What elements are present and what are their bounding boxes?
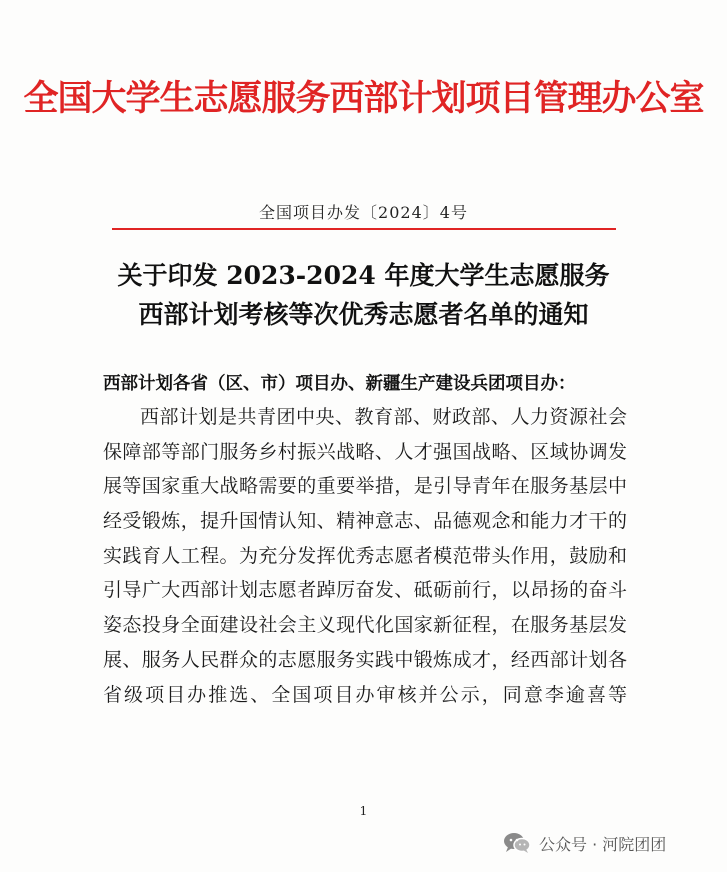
wechat-icon	[503, 832, 531, 854]
body-line: 展、服务人民群众的志愿服务实践中锻炼成才，经西部计划各	[103, 648, 627, 671]
body-line: 引导广大西部计划志愿者踔厉奋发、砥砺前行，以昂扬的奋斗	[103, 579, 627, 602]
body-line: 展等国家重大战略需要的重要举措，是引导青年在服务基层中	[103, 475, 627, 498]
notice-title-line-2: 西部计划考核等次优秀志愿者名单的通知	[138, 300, 589, 329]
red-divider-line	[112, 228, 616, 230]
body-line: 经受锻炼，提升国情认知、精神意志、品德观念和能力才干的	[103, 510, 627, 533]
body-paragraph	[103, 400, 627, 712]
body-line: 姿态投身全面建设社会主义现代化国家新征程，在服务基层发	[103, 614, 627, 637]
salutation: 西部计划各省（区、市）项目办、新疆生产建设兵团项目办：	[103, 374, 576, 394]
body-line: 实践育人工程。为充分发挥优秀志愿者模范带头作用，鼓励和	[103, 544, 627, 567]
notice-title	[0, 256, 727, 334]
page-number: 1	[359, 804, 368, 818]
notice-title-line-1: 关于印发 2023-2024 年度大学生志愿服务	[117, 261, 610, 290]
body-line: 西部计划是共青团中央、教育部、财政部、人力资源社会	[140, 406, 627, 428]
watermark	[503, 828, 666, 858]
body-line: 省级项目办推选、全国项目办审核并公示，同意李逾喜等	[103, 683, 627, 706]
issuer-title: 全国大学生志愿服务西部计划项目管理办公室	[23, 78, 704, 119]
body-line: 保障部等部门服务乡村振兴战略、人才强国战略、区域协调发	[103, 440, 627, 463]
document-number: 全国项目办发〔2024〕4号	[259, 203, 468, 222]
watermark-text: 公众号 · 河院团团	[539, 834, 667, 854]
